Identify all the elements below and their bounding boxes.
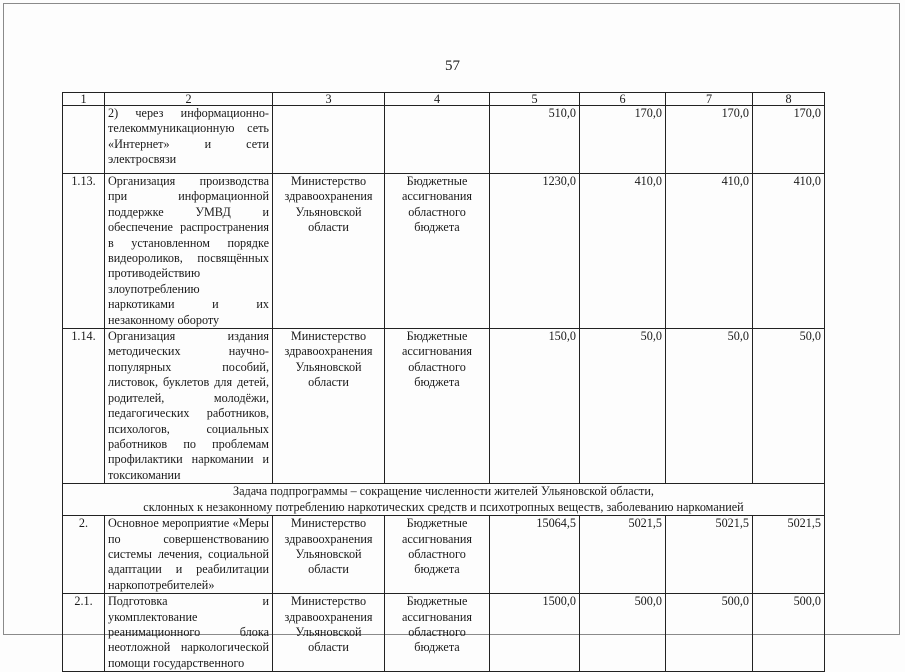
task-line-1: Задача подпрограммы – сокращение численности жителей Ульяновской области,	[233, 484, 654, 499]
amount-total: 15064,5	[490, 516, 580, 594]
executor	[273, 106, 385, 174]
amount-year-3: 410,0	[753, 174, 825, 329]
executor: Министерство здравоохранения Ульяновской области	[273, 174, 385, 329]
table-row	[63, 329, 825, 484]
row-number: 1.13.	[63, 174, 105, 329]
executor: Министерство здравоохранения Ульяновской области	[273, 516, 385, 594]
executor: Министерство здравоохранения Ульяновской области	[273, 594, 385, 672]
table-row	[63, 516, 825, 594]
column-header: 8	[753, 93, 825, 106]
amount-year-3: 500,0	[753, 594, 825, 672]
task-line-2: склонных к незаконному потреблению наркотических средств и психотропных веществ, заболеванию наркоманией	[143, 499, 744, 514]
table-header-row	[63, 93, 825, 106]
funding-source: Бюджетные ассигнования областного бюджета	[385, 329, 490, 484]
table-row	[63, 106, 825, 174]
activity-name: Основное мероприятие «Меры по совершенствованию системы лечения, социальной адаптации и реабилитации наркопотребителей»	[105, 516, 273, 594]
column-header: 2	[105, 93, 273, 106]
amount-year-3: 5021,5	[753, 516, 825, 594]
table-row	[63, 174, 825, 329]
amount-total: 1230,0	[490, 174, 580, 329]
row-number: 2.1.	[63, 594, 105, 672]
amount-total: 150,0	[490, 329, 580, 484]
amount-year-2: 500,0	[666, 594, 753, 672]
executor: Министерство здравоохранения Ульяновской области	[273, 329, 385, 484]
amount-total: 510,0	[490, 106, 580, 174]
column-header: 7	[666, 93, 753, 106]
amount-year-1: 410,0	[580, 174, 666, 329]
row-number	[63, 106, 105, 174]
activity-name: Организация издания методических научно-популярных пособий, листовок, буклетов для детей, родителей, молодёжи, педагогических работников, психологов, социальных работников по проблемам профилактики наркомании и токсикомании	[105, 329, 273, 484]
column-header: 4	[385, 93, 490, 106]
amount-year-3: 170,0	[753, 106, 825, 174]
column-header: 3	[273, 93, 385, 106]
amount-year-1: 170,0	[580, 106, 666, 174]
activity-name: Организация производства при информационной поддержке УМВД и обеспечение распространения в установленном порядке видеороликов, посвящённых противодействию злоупотреблению наркотиками и их незаконному обороту	[105, 174, 273, 329]
amount-year-2: 410,0	[666, 174, 753, 329]
page-number: 57	[445, 58, 460, 74]
amount-total: 1500,0	[490, 594, 580, 672]
amount-year-2: 50,0	[666, 329, 753, 484]
amount-year-2: 5021,5	[666, 516, 753, 594]
budget-table	[62, 92, 825, 672]
funding-source: Бюджетные ассигнования областного бюджета	[385, 174, 490, 329]
table-row	[63, 594, 825, 672]
amount-year-3: 50,0	[753, 329, 825, 484]
funding-source	[385, 106, 490, 174]
funding-source: Бюджетные ассигнования областного бюджета	[385, 516, 490, 594]
row-number: 1.14.	[63, 329, 105, 484]
column-header: 5	[490, 93, 580, 106]
activity-name: 2) через информационно-телекоммуникационную сеть «Интернет» и сети электросвязи	[105, 106, 273, 174]
subprogram-task	[63, 484, 825, 516]
column-header: 1	[63, 93, 105, 106]
funding-source: Бюджетные ассигнования областного бюджета	[385, 594, 490, 672]
amount-year-1: 5021,5	[580, 516, 666, 594]
amount-year-1: 500,0	[580, 594, 666, 672]
amount-year-1: 50,0	[580, 329, 666, 484]
amount-year-2: 170,0	[666, 106, 753, 174]
task-row	[63, 484, 825, 516]
column-header: 6	[580, 93, 666, 106]
row-number: 2.	[63, 516, 105, 594]
activity-name: Подготовка и укомплектование реанимационного блока неотложной наркологической помощи государственного	[105, 594, 273, 672]
